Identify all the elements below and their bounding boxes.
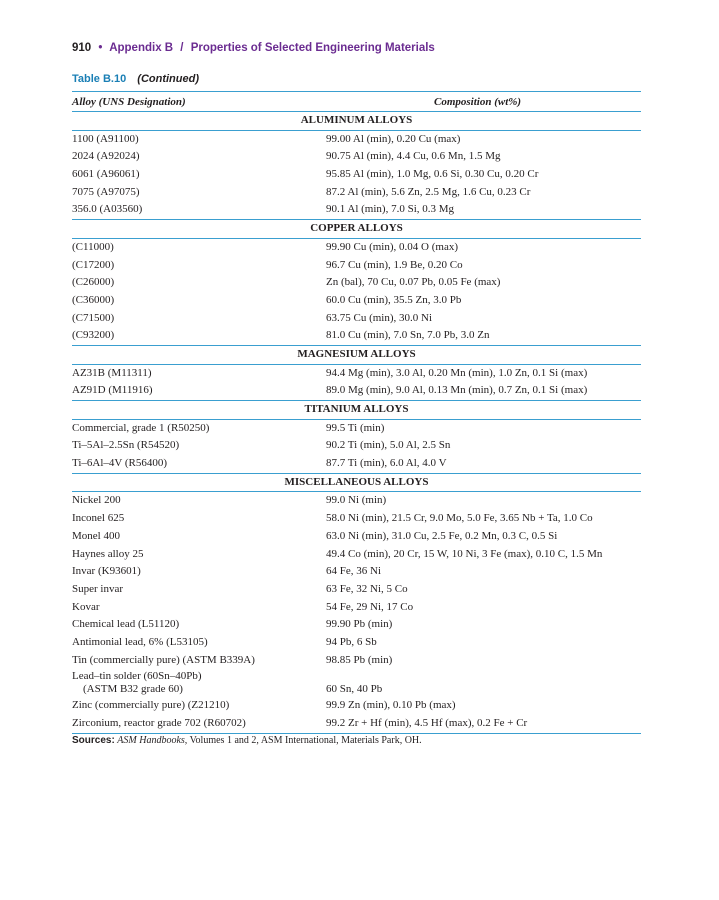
- alloy-composition: 98.85 Pb (min): [326, 653, 393, 666]
- alloy-name: 2024 (A92024): [72, 150, 140, 163]
- table-row: [72, 437, 641, 455]
- alloy-composition: 99.0 Ni (min): [326, 494, 387, 507]
- alloy-composition: 49.4 Co (min), 20 Cr, 15 W, 10 Ni, 3 Fe (max), 0.10 C, 1.5 Mn: [326, 547, 603, 560]
- alloy-name: Invar (K93601): [72, 565, 141, 578]
- alloy-name: 1100 (A91100): [72, 132, 139, 145]
- header-slash: /: [180, 42, 184, 54]
- table-row: [72, 510, 641, 528]
- alloy-name: Chemical lead (L51120): [72, 618, 180, 631]
- table-row: [72, 715, 641, 733]
- section-heading: MISCELLANEOUS ALLOYS: [284, 475, 429, 488]
- alloy-name: (C93200): [72, 329, 115, 342]
- alloy-composition: 89.0 Mg (min), 9.0 Al, 0.13 Mn (min), 0.7 Zn, 0.1 Si (max): [326, 384, 588, 397]
- alloy-name: (C17200): [72, 258, 115, 271]
- table-body: [72, 112, 641, 733]
- alloy-composition: 99.90 Pb (min): [326, 618, 393, 631]
- table-caption: [72, 73, 199, 85]
- alloy-name: (C71500): [72, 311, 115, 324]
- alloy-name: Inconel 625: [72, 512, 125, 525]
- alloy-composition: 90.1 Al (min), 7.0 Si, 0.3 Mg: [326, 203, 455, 216]
- alloy-composition: 96.7 Cu (min), 1.9 Be, 0.20 Co: [326, 258, 463, 271]
- alloy-name: (C36000): [72, 293, 115, 306]
- table-row: [72, 697, 641, 715]
- table-row: [72, 528, 641, 546]
- table-row: [72, 669, 641, 697]
- table-number: Table B.10: [72, 73, 127, 85]
- table-row: [72, 382, 641, 400]
- alloy-name: 7075 (A97075): [72, 185, 140, 198]
- alloy-composition: 99.9 Zn (min), 0.10 Pb (max): [326, 699, 456, 712]
- alloy-composition: 87.2 Al (min), 5.6 Zn, 2.5 Mg, 1.6 Cu, 0.23 Cr: [326, 185, 531, 198]
- table-row: [72, 292, 641, 310]
- page-number: 910: [72, 42, 92, 54]
- table-row: [72, 166, 641, 184]
- table-row: [72, 455, 641, 473]
- alloy-composition: 63.0 Ni (min), 31.0 Cu, 2.5 Fe, 0.2 Mn, 0.3 C, 0.5 Si: [326, 529, 558, 542]
- section-heading: ALUMINUM ALLOYS: [300, 114, 413, 126]
- alloy-name: Ti–6Al–4V (R56400): [72, 457, 168, 470]
- table-row: [72, 274, 641, 292]
- table-row: [72, 257, 641, 275]
- table-row: [72, 239, 641, 257]
- alloy-composition: 94.4 Mg (min), 3.0 Al, 0.20 Mn (min), 1.0 Zn, 0.1 Si (max): [326, 366, 588, 379]
- sources-book: ASM Handbooks,: [117, 735, 188, 746]
- table-continued: (Continued): [137, 73, 199, 85]
- alloy-name: Lead–tin solder (60Sn–40Pb): [72, 670, 202, 683]
- alloy-name-continued: (ASTM B32 grade 60): [83, 683, 183, 696]
- table-row: [72, 327, 641, 345]
- alloy-composition: 54 Fe, 29 Ni, 17 Co: [326, 600, 414, 613]
- alloy-composition: 64 Fe, 36 Ni: [326, 565, 381, 578]
- sources-note: [72, 735, 422, 746]
- running-head: [72, 42, 435, 54]
- alloy-name: Tin (commercially pure) (ASTM B339A): [72, 653, 255, 666]
- alloy-composition: 87.7 Ti (min), 6.0 Al, 4.0 V: [326, 457, 447, 470]
- alloy-name: (C11000): [72, 240, 114, 253]
- table-row: [72, 365, 641, 383]
- table-row: [72, 420, 641, 438]
- table-row: [72, 634, 641, 652]
- table-row: [72, 131, 641, 149]
- column-header-composition: Composition (wt%): [434, 96, 522, 108]
- alloy-name: AZ31B (M11311): [72, 366, 152, 379]
- alloy-name: 6061 (A96061): [72, 168, 140, 181]
- table-bottom-rule: [72, 733, 641, 734]
- chapter-title: Properties of Selected Engineering Materials: [190, 42, 435, 54]
- section-heading: TITANIUM ALLOYS: [304, 403, 409, 415]
- table-row: [72, 563, 641, 581]
- alloy-composition: 63.75 Cu (min), 30.0 Ni: [326, 311, 433, 324]
- table-row: [72, 201, 641, 219]
- alloy-name: Antimonial lead, 6% (L53105): [72, 635, 208, 648]
- sources-text: Volumes 1 and 2, ASM International, Materials Park, OH.: [189, 735, 422, 746]
- alloy-name: Zirconium, reactor grade 702 (R60702): [72, 717, 246, 729]
- alloy-name: Zinc (commercially pure) (Z21210): [72, 699, 230, 712]
- column-header-alloy: Alloy (UNS Designation): [72, 96, 186, 108]
- alloy-composition: 63 Fe, 32 Ni, 5 Co: [326, 582, 408, 595]
- alloy-composition: 90.2 Ti (min), 5.0 Al, 2.5 Sn: [326, 439, 451, 452]
- table-row: [72, 616, 641, 634]
- section-heading: COPPER ALLOYS: [310, 222, 403, 235]
- alloy-composition: 90.75 Al (min), 4.4 Cu, 0.6 Mn, 1.5 Mg: [326, 150, 501, 163]
- table-row: [72, 310, 641, 328]
- alloy-name: Monel 400: [72, 529, 120, 542]
- alloy-composition: 99.90 Cu (min), 0.04 O (max): [326, 240, 458, 253]
- alloy-name: Haynes alloy 25: [72, 547, 144, 560]
- table-row: [72, 148, 641, 166]
- appendix-label: Appendix B: [109, 42, 174, 54]
- header-bullet: •: [98, 42, 103, 54]
- table-row: [72, 599, 641, 617]
- table-row: [72, 184, 641, 202]
- alloy-name: 356.0 (A03560): [72, 203, 143, 216]
- alloy-name: (C26000): [72, 276, 115, 289]
- table-row: [72, 492, 641, 510]
- table-row: [72, 546, 641, 564]
- alloy-composition: Zn (bal), 70 Cu, 0.07 Pb, 0.05 Fe (max): [326, 276, 501, 289]
- alloy-composition: 99.2 Zr + Hf (min), 4.5 Hf (max), 0.2 Fe + Cr: [326, 717, 528, 729]
- alloy-composition: 94 Pb, 6 Sb: [326, 635, 377, 648]
- table-row: [72, 581, 641, 599]
- alloy-name: Kovar: [72, 600, 100, 613]
- alloy-composition: 60 Sn, 40 Pb: [326, 683, 383, 696]
- alloy-composition-table: [72, 91, 641, 734]
- alloy-composition: 95.85 Al (min), 1.0 Mg, 0.6 Si, 0.30 Cu, 0.20 Cr: [326, 168, 539, 181]
- alloy-composition: 99.5 Ti (min): [326, 421, 385, 434]
- sources-label: Sources:: [72, 735, 115, 746]
- alloy-composition: 58.0 Ni (min), 21.5 Cr, 9.0 Mo, 5.0 Fe, 3.65 Nb + Ta, 1.0 Co: [326, 512, 593, 525]
- table-header-row: [72, 92, 641, 111]
- alloy-composition: 81.0 Cu (min), 7.0 Sn, 7.0 Pb, 3.0 Zn: [326, 329, 490, 342]
- alloy-name: AZ91D (M11916): [72, 384, 153, 397]
- alloy-composition: 99.00 Al (min), 0.20 Cu (max): [326, 132, 461, 145]
- alloy-name: Commercial, grade 1 (R50250): [72, 421, 210, 434]
- alloy-name: Nickel 200: [72, 494, 121, 507]
- table-row: [72, 652, 641, 670]
- alloy-composition: 60.0 Cu (min), 35.5 Zn, 3.0 Pb: [326, 293, 462, 306]
- alloy-name: Ti–5Al–2.5Sn (R54520): [72, 439, 180, 452]
- alloy-name: Super invar: [72, 582, 124, 595]
- section-heading: MAGNESIUM ALLOYS: [297, 347, 416, 360]
